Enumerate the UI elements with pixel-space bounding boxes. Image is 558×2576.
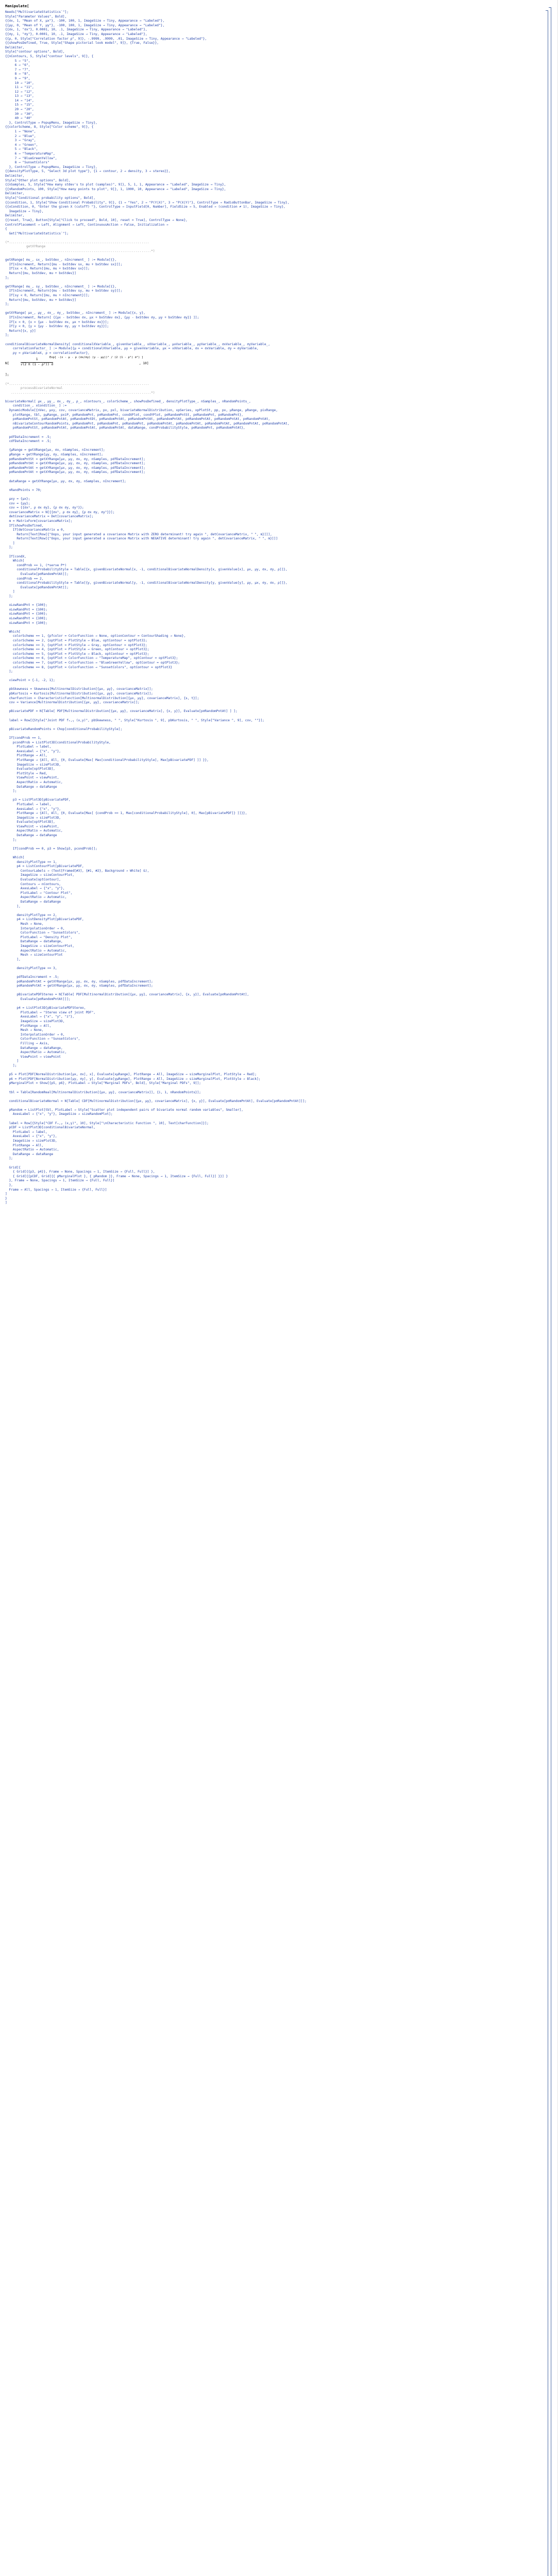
code-line <box>5 484 538 488</box>
code-line <box>5 1095 538 1099</box>
code-line: {{xCondition, 0, "Enter the given X (cutoff) "}, ControlType → InputField[0, Number], FieldSize → 5, Enabled → (condition ≠ 1), ImageSize → Tiny}, <box>5 205 285 209</box>
code-line: 15 → "15", <box>5 103 34 107</box>
code-line: PlotLabel → "Contour Plot", <box>5 891 73 895</box>
code-line: Which[ <box>5 559 25 563</box>
code-line <box>5 338 538 343</box>
code-line: pbSkewness = Skewness[MultinormalDistribution[{μx, μy}, covarianceMatrix]]; <box>5 687 153 691</box>
code-line: Evaluate[optContour], <box>5 878 61 882</box>
code-line: Evaluate[optPlot3D], <box>5 767 55 771</box>
code-line: If[condProb == 1, <box>5 736 42 740</box>
code-line <box>5 599 538 604</box>
code-line <box>5 794 538 799</box>
code-line: {{colorScheme, 8, Style["Color scheme", 9]}, { <box>5 125 94 129</box>
code-line: xLowRandPnt = {100}; <box>5 616 47 620</box>
code-line: ] <box>5 541 15 545</box>
code-line: nBivariateContourRandomPoints, pσRandomPnt, pσRandomPnt, pσRandomPnt, pσRandomPntAt, pσRandomPntAt, pσRandomPntAt, pσRandomPntAt, pσRandomPntAt, <box>5 421 290 426</box>
code-line: 9 → "9", <box>5 76 30 80</box>
code-line: condProb == 1, (*serve P*) <box>5 563 67 567</box>
code-line: AxesLabel → {"x", "y"}, <box>5 1134 57 1139</box>
code-line: p3 = ListPlot3D[pBivariatePDF, <box>5 798 71 802</box>
code-line: ImageSize → Tiny}, <box>5 209 44 213</box>
formula-numerator: 1 <box>21 358 53 363</box>
code-line: xLowRandPnt = {100}; <box>5 607 47 612</box>
code-line: 7 → "7", <box>5 67 30 72</box>
code-line: getXYRange[ μx_, μy_, σx_, σy_, bxStdev_, nIncrement_ ] := Module[{x, y}, <box>5 311 145 315</box>
code-line: ] <box>5 1192 7 1196</box>
code-line: AxesLabel → {"x", "y"}, <box>5 807 61 811</box>
manipulate-controls-block <box>5 10 538 236</box>
code-line: pbKurtosis = Kurtosis[MultinormalDistribution[{μx, μy}, covarianceMatrix]]; <box>5 692 153 696</box>
code-line: { Grid[{{p3, p4}}, Frame → None, Spacings → 1, ItemSize → {Full, Full}] }, <box>5 1170 155 1174</box>
code-line: PlotLabel → label, <box>5 802 52 806</box>
code-line <box>5 625 538 630</box>
code-line: Delimiter, <box>5 192 25 196</box>
code-line: 12 → "12", <box>5 90 34 94</box>
code-line <box>5 1161 538 1166</box>
code-line: 20 → "20", <box>5 108 34 112</box>
code-line: covarianceMatrix = N[{{σx², ρ σx σy}, {ρ σx σy, σy²}}]; <box>5 510 115 514</box>
code-line <box>5 683 538 688</box>
code-line: .........................................................................*) <box>5 391 155 395</box>
code-line: Style["contour options", Bold], <box>5 50 65 54</box>
code-line: 1 → "None", <box>5 130 36 134</box>
code-line: ], <box>5 904 21 908</box>
code-line: colorScheme == 1, {pfcolor = ColorFunction → None, optionContour = ContourShading → None}, <box>5 634 186 638</box>
code-line: densityPlotType == 2, <box>5 913 57 917</box>
code-line: pσRandomPntAt = getXYRange[μx, μy, σx, σy, nSamples, pdfDataIncrement]; <box>5 462 145 466</box>
code-line: p4 = ListDensityPlot[pBivariatePDF, <box>5 918 84 922</box>
code-line <box>5 842 538 847</box>
code-line: If[detCovarianceMatrix ≤ 0, <box>5 528 65 532</box>
code-line: label = Row[{Style["Joint PDF fₓ,ᵧ (x,y)", pbSkewness, " ", Style["Kurtosis ", 9], pbKurtosis, " ", Style["Variance ", 9], cov, ""}]; <box>5 718 264 722</box>
code-line: PlotRange → All, <box>5 1024 52 1028</box>
code-line: }, ControlType → PopupMenu, ImageSize → Tiny}, <box>5 121 97 125</box>
code-line: ImageSize → sizePlot3D, <box>5 1020 65 1023</box>
code-line: PlotLabel → "Density Plot", <box>5 935 73 939</box>
code-line: Evaluate[pσRandomPntAt]]; <box>5 585 69 589</box>
code-line: Return[Text[Row[{"Oops, your input generated a covariance Matrix with ZERO determinant! try again ", detCovarianceMatrix, " ", m}]]], <box>5 532 272 536</box>
code-line: ]; <box>5 789 17 793</box>
code-line: {{reset, True}, Button[Style["Click to proceed", Bold, 10], reset = True], ControlType → None}, <box>5 218 188 222</box>
section-comment-process <box>5 382 538 396</box>
code-line: Contours → nContours, <box>5 882 61 886</box>
code-line: pσRandomPntAt = getXYRange[μx, μy, σx, σy, nSamples, pdfDataIncrement]; <box>5 979 153 984</box>
code-line: Style["Parameter Values", Bold], <box>5 14 67 19</box>
code-line: ], <box>5 957 21 961</box>
code-line: ]; <box>5 333 9 337</box>
formula-fraction <box>21 358 53 367</box>
code-line <box>5 705 538 710</box>
code-line: ColorFunction → "SunsetColors", <box>5 1037 80 1041</box>
code-line <box>5 280 538 285</box>
code-line: If[condX, <box>5 554 26 558</box>
code-line: charFunction = CharacteristicFunction[MultinormalDistribution[{μx, μy}, covarianceMatrix], {s, t}]; <box>5 696 199 700</box>
code-line: Delimiter, <box>5 45 25 49</box>
code-line: viewPoint = {-1, -2, 1}; <box>5 679 55 683</box>
code-line: ImageSize → sizePlot3D, <box>5 1139 57 1143</box>
code-line: If[y < 0, {y = {μy - bxStdev σy, μy + bxStdev σy}}]; <box>5 325 109 329</box>
code-line: detCovarianceMatrix = Det[covarianceMatrix]; <box>5 515 94 519</box>
code-line: AspectRatio → Automatic, <box>5 1050 67 1055</box>
code-line: {{ρ, 0, Style["Correlation factor ρ", 9]}, -.9999, .9999, .01, ImageSize → Tiny, Appearance → "Labeled"}, <box>5 37 207 41</box>
code-line <box>5 971 538 975</box>
code-line: PlotLabel → "Stereo view of joint PDF", <box>5 1010 96 1014</box>
code-line: Delimiter, <box>5 174 25 178</box>
code-line: pRandom = ListPlot[tbl, PlotLabel → Style["Scatter plot independent pairs of bivariate normal random variables", Smaller], <box>5 1108 243 1112</box>
code-line: PlotStyle → Red, <box>5 771 47 775</box>
code-line: Return[{x, y}] <box>5 329 36 333</box>
code-line: Evaluate[pσRandomPntAt]]]; <box>5 997 71 1002</box>
code-line: ImageSize → sizePlot3D, <box>5 762 61 767</box>
code-line: If[sx < 0, Return[{mu, mu + bxStdev sx}]]; <box>5 267 90 271</box>
code-line: 40 → "40" <box>5 116 32 121</box>
code-line: Which[ <box>5 630 21 634</box>
code-line: If[nIncrement, Return[{mu - bxStdev sy, mu + bxStdev sy}]]; <box>5 289 123 293</box>
code-line: p4 = ListContourPlot[pBivariatePDF, <box>5 865 84 869</box>
code-line: AxesLabel → {"x", "y", "z"}, <box>5 1015 75 1019</box>
code-line: ColorFunction → "SunsetColors", <box>5 931 80 935</box>
code-line: xLowRandPnt = {100}; <box>5 621 47 625</box>
code-line: AspectRatio → Automatic, <box>5 780 63 784</box>
code-line: correlationFactor_ ] := Module[{μ = conditionalXVariable, μy = givenVariable, μx = xXVariable, σx = σxVariable, σy = σyVariable, <box>5 347 259 351</box>
code-line: μxy = {μx}; <box>5 497 30 501</box>
code-line: 6 → "6", <box>5 63 30 67</box>
code-line: 10 → "10", <box>5 81 34 85</box>
code-line: p4 = ListPlot3D[pBivariatePDFStereo, <box>5 1006 86 1010</box>
code-line: {{nSamples, 5, Style["How many stdev's to plot (samples)", 9]}, 5, 1, 1, Appearance → "Labeled", ImageSize → Tiny}, <box>5 183 226 187</box>
code-line: {{condition, 1, Style["Show Conditional Probability", 9]}, {1 → "Yes", 2 → "P(Y|X)", 3 → "P(X|Y)"}, ControlType → RadioButtonBar, ImageSize → Tiny}, <box>5 200 290 205</box>
code-line: AxesLabel → {"x", "y"}, ImageSize → sizeRandomPlot]; <box>5 1112 113 1116</box>
code-line: ]; <box>5 595 13 598</box>
code-line: .........................................................................*) <box>5 249 155 253</box>
code-line: dataRange = getXYRange[μx, μy, σx, σy, nSamples, nIncrement]; <box>5 479 126 483</box>
code-line: ] <box>5 590 15 594</box>
code-line: pσRandomPntSt, pσRandomPntAt, pσRandomPntDt, pσRandomPntAt, pσRandomPntAt, pσRandomPntAt, pσRandomPntAt, pσRandomPntAt, pσRandomPntAt, <box>5 417 270 421</box>
range-functions-block <box>5 258 538 355</box>
code-line: DataRange → dataRange <box>5 834 57 838</box>
code-line: { Grid[{{pCDF, Grid[{{ pMarginalPlot }, { pRandom }}, Frame → None, Spacings → 1, ItemSize → {Full, Full}] }}] } <box>5 1174 228 1178</box>
code-line: pσRandomPntAt = getXYRange[μx, μy, σx, σy, nSamples, pdfDataIncrement]; <box>5 466 145 470</box>
code-line: Evaluate[optPlot3D], <box>5 820 55 824</box>
code-line: 2 → "Blue", <box>5 134 36 138</box>
code-line: tbl = Table[RandomReal[MultinormalDistribution[{μx, μy}, covarianceMatrix]], {i, 1, nRandomPoints}]; <box>5 1090 201 1094</box>
formula-close: ]; <box>5 373 9 377</box>
code-line: ]; <box>5 276 9 280</box>
code-line: 5 → "5", <box>5 59 30 63</box>
code-line: xLowRandPnt = {100}; <box>5 612 47 616</box>
code-line: (*......................................................................... <box>5 382 149 386</box>
code-line: If[condProb == 0, p3 = Show[p3, pcondProb]]; <box>5 846 97 851</box>
code-line: getYRange[ mu_, sy_, bxStdev_, nIncrement_ ] := Module[{}, <box>5 284 117 289</box>
code-line: If[showPosDefined, <box>5 523 44 528</box>
code-line: cov = {{σx², ρ σx σy}, {ρ σx σy, σy²}}; <box>5 506 84 510</box>
code-line: PlotRange → All, <box>5 1143 44 1147</box>
code-line: ]; <box>5 838 17 842</box>
code-line <box>5 1069 538 1073</box>
code-line: pcondProb = ListPlot3D[conditionalProbabilityStyle, <box>5 740 111 744</box>
code-line <box>5 1086 538 1091</box>
code-line: DataRange → dataRange, <box>5 940 63 944</box>
code-line: pdfDataIncrement = .5; <box>5 975 59 979</box>
code-line: ImageSize → sizePlot3D, <box>5 816 61 820</box>
code-line: conditionalProbabilityStyle = Table[{x, givenBivariateNormal[x, -1, conditionalBivariateNormalDensity[x, givenValue[x], μx, μy, σx, σy, ρ]]}, <box>5 568 288 572</box>
code-line: { <box>5 227 7 231</box>
code-line: processBivariateNormal <box>5 386 63 391</box>
code-line <box>5 909 538 913</box>
code-line: AspectRatio → Automatic, <box>5 829 63 833</box>
code-line: Evaluate[pσRandomPntAt]]; <box>5 572 69 577</box>
code-line: 8 → "SunsetColors" <box>5 161 49 165</box>
code-line: DataRange → dataRange, <box>5 1046 63 1050</box>
code-line <box>5 714 538 719</box>
code-line: xLowRandPnt = {100}; <box>5 603 47 607</box>
cell-bracket[interactable] <box>546 10 548 2576</box>
code-line: Mesh → None, <box>5 922 44 926</box>
code-line: ImageSize → sizeContourPlot, <box>5 944 75 948</box>
code-line: {{densityPlotType, 5, "Select 3d plot type"}, {1 → contour, 2 → density, 3 → stereo}}, <box>5 170 171 174</box>
code-line: ]; <box>5 302 9 307</box>
code-line: densityPlotType == 3, <box>5 966 57 970</box>
code-line: {{nRandomPoints, 100, Style["How many points to plot", 9]}, 1, 1000, 10, Appearance → "Labeled", ImageSize → Tiny}, <box>5 187 226 191</box>
code-line: PlotRange → {All, All, {0, Evaluate[Max[ {condProb == 1, Max[conditionalProbabilityStyle], 0], Max[pBivariatePDF]} ]]}}, <box>5 811 247 816</box>
code-line: 11 → "11", <box>5 86 34 90</box>
code-line: Filling → Axis, <box>5 1041 49 1045</box>
bivariate-normal-block <box>5 400 538 1206</box>
code-line <box>5 1117 538 1122</box>
code-line <box>5 493 538 497</box>
code-line: ViewPoint → viewPoint, <box>5 776 59 780</box>
code-line: Needs["MultivariateStatistics`"]; <box>5 10 69 14</box>
code-line: ]; <box>5 1157 13 1161</box>
code-line: DynamicModule[{nVec, μxy, cov, covarianceMatrix, px, pxl, bivariateNormalDistribution, xpSeries, xpPlotSt, pp, px, μRange, μRange, pixRange, <box>5 409 278 413</box>
code-line: ImageSize → sizeContourPlot, <box>5 873 75 877</box>
code-line: label = Row[{Style["CDF Fₓ,ᵧ (x,y)", 10], Style["\nCharacteristic Function ", 10], Text[charFunction]}]; <box>5 1121 209 1125</box>
code-line: 13 → "13", <box>5 94 34 98</box>
code-line: pMarginalPlot = Show[{p5, p6}, PlotLabel → Style["Marginal PDFs", Bold], Style["Marginal PDFs", 9]]; <box>5 1081 201 1086</box>
code-line: Style["Conditional probability options", Bold], <box>5 196 96 200</box>
code-line <box>5 550 538 555</box>
code-line: AxesLabel → {"x", "y"}, <box>5 887 65 891</box>
code-line: If[x < 0, {x = {μx - bxStdev σx, μx + bxStdev σx}}]; <box>5 320 109 324</box>
code-line: ] <box>5 1201 7 1205</box>
code-line: DataRange → dataRange <box>5 785 57 789</box>
formula-exponent: Exp[ -(x - μ - ρ (σx/σy) (y - μy))² / (2 (1 - ρ²) σ²) ] <box>49 356 144 360</box>
code-line: Get["MultivariateStatistics`"]; <box>5 231 69 235</box>
code-line: colorScheme == 6, {optPlot = ColorFunction → "TemperatureMap", optContour = optPlot3}; <box>5 656 178 660</box>
code-line: pσRandomPntSt, pσRandomPntAt, pσRandomPntAt, pσRandomPntAt, dataRange, condProbabilityStyle, pσRandomPnt, pσRandomPntAt}, <box>5 426 245 430</box>
conditional-density-formula <box>5 355 538 373</box>
code-line: pσRandomPntAt = getXYRange[μx, μy, σx, σy, nSamples, pdfDataIncrement]; <box>5 984 153 988</box>
code-line: p5 = Plot[PDF[NormalDistribution[μx, σx], x], Evaluate[xμRange], PlotRange → All, ImageSize → sizeMarginalPlot, PlotStyle → Red]; <box>5 1073 257 1077</box>
code-cell[interactable] <box>5 10 538 1206</box>
code-line: ViewPoint → viewPoint <box>5 1055 61 1059</box>
code-line: colorScheme == 5, {optPlot = PlotStyle → Black, optContour = optPlot3}; <box>5 652 149 656</box>
code-line: cov = {μy}; <box>5 501 30 505</box>
code-line: Return[{mu, bxStdev, mu + bxStdev}] <box>5 298 76 302</box>
code-line: }, Frame → None, Spacings → 1, ItemSize → {Full, Full}] <box>5 1179 115 1183</box>
code-line: }, ControlType → PopupMenu, ImageSize → Tiny}, <box>5 165 97 169</box>
code-line: pσRandomPntSt = getXYRange[μx, μy, σx, σy, nSamples, pdfDataIncrement]; <box>5 457 145 461</box>
code-line: pCDF = ListPlot3D[conditionalBivariateNormal, <box>5 1126 96 1130</box>
code-line: colorScheme == 7, {optPlot = ColorFunction → "BlueGreenYellow", optContour = optPlot3}; <box>5 660 180 665</box>
code-line <box>5 732 538 736</box>
outer-cell-bracket[interactable] <box>549 7 551 2576</box>
code-line: getXRange[ mu_, sx_, bxStdev_, nIncrement_ ] := Module[{}, <box>5 258 117 262</box>
code-line <box>5 851 538 856</box>
code-line <box>5 723 538 727</box>
code-line: If[nIncrement, Return[ {{μx - bxStdev σx, μx + bxStdev σx}, {μy - bxStdev σy, μy + bxStdev σy}} ]]; <box>5 315 199 319</box>
code-line: getXYRange <box>5 245 46 249</box>
code-line <box>5 674 538 679</box>
code-line: DataRange → dataRange <box>5 1152 54 1156</box>
code-line: pBivariatePDF = N[Table[ PDF[MultinormalDistribution[{μx, μy}, covarianceMatrix], {x, y}], Evaluate[pσRandomPntAt] ] ]; <box>5 709 238 714</box>
code-line: AspectRatio → Automatic, <box>5 948 67 953</box>
code-line: pBivariateRandomPoints = Chop[conditionalProbabilityStyle]; <box>5 727 123 731</box>
code-line: Return[{mu, bxStdev, mu + bxStdev}] <box>5 272 76 276</box>
code-line <box>5 989 538 993</box>
code-line: Delimiter, <box>5 214 25 218</box>
code-line <box>5 444 538 449</box>
code-line: AspectRatio → Automatic, <box>5 1148 59 1152</box>
code-line: }, <box>5 1183 13 1187</box>
code-line: colorScheme == 4, {optPlot = PlotStyle → Green, optContour = optPlot3}; <box>5 648 149 652</box>
code-line: Style["Other plot options", Bold], <box>5 178 71 182</box>
code-line: Mesh → None, <box>5 1028 44 1032</box>
code-line: {μRange = getXRange[μx, σx, nSamples, nIncrement]; <box>5 448 105 452</box>
code-line: 14 → "14", <box>5 98 34 103</box>
code-line: } <box>5 1196 7 1200</box>
code-line: ContourLabels → (Text[Framed[#3], {#1, #2}, Background → White] &), <box>5 869 149 873</box>
code-line: InterpolationOrder → 0, <box>5 1032 65 1037</box>
code-line: pdfDataIncrement = .5; <box>5 435 52 439</box>
code-line: ]; <box>5 1063 17 1067</box>
code-line: ControlPlacement → Left, Alignment → Left, ContinuousAction → False, Initialization → <box>5 223 168 227</box>
code-line <box>5 962 538 967</box>
code-line: 5 → "Black", <box>5 147 38 151</box>
code-line: bivariateNormal[ μx_, μy_, σx_, σy_, ρ_, nContours_, colorScheme_, showPosDefined_, densityPlotType_, nSamples_, nRandomPoints_, <box>5 399 251 403</box>
code-line: pBivariatePDFStereo = N[Table[ PDF[MultinormalDistribution[{μx, μy}, covarianceMatrix], {x, y}], Evaluate[pσRandomPntAt], <box>5 993 249 997</box>
code-line: m = MatrixForm[covarianceMatrix]; <box>5 519 73 523</box>
code-line: AspectRatio → Automatic, <box>5 895 67 900</box>
code-line: ]; <box>5 546 13 550</box>
code-line: condition_, xCondition_ ] := <box>5 404 67 408</box>
code-line: Which[ <box>5 856 25 860</box>
code-line <box>5 431 538 435</box>
code-line <box>5 1002 538 1007</box>
code-line <box>5 475 538 480</box>
formula-rest: , 10] <box>139 362 149 366</box>
code-line: Mesh → sizeContourPlot <box>5 953 63 957</box>
cell-first-line: Manipulate[ <box>5 4 29 8</box>
code-line: pσRandomPntAt = getXYRange[μx, μy, σx, σy, nSamples, pdfDataIncrement]; <box>5 470 145 474</box>
code-line: {{σy, 1, "σy"}, 0.0001, 10, .1, ImageSize → Tiny, Appearance → "Labeled"}, <box>5 32 147 36</box>
section-comment-getxyrange <box>5 241 538 254</box>
code-line: ρy = ρVariableX, ρ = correlationFactor}, <box>5 351 90 355</box>
code-line: μRange = getYRange[μy, σy, nSamples, nIncrement]; <box>5 453 103 456</box>
code-line: PlotRange → {All, All, {0, Evaluate[Max[ Max[conditionalProbabilityStyle], Max[pBivariatePDF] ]] }}, <box>5 758 209 762</box>
code-line: 30 → "30", <box>5 112 34 116</box>
code-line: {{showPosDefined, True, Style["Shape pictorial look model", 9]}, {True, False}}, <box>5 41 159 45</box>
code-line <box>5 1104 538 1108</box>
code-line: colorScheme == 8, {optPlot = ColorFunction → "SunsetColors", optContour = optPlot3} <box>5 665 173 669</box>
code-line: {{nContours, 5, Style["contour levels", 9]}, { <box>5 54 94 58</box>
code-line: p6 = Plot[PDF[NormalDistribution[μy, σy], y], Evaluate[yμRange], PlotRange → All, ImageSize → sizeMarginalPlot, PlotStyle → Black]; <box>5 1077 261 1081</box>
code-line: PlotLabel → label, <box>5 745 52 749</box>
code-line: InterpolationOrder → 0, <box>5 926 65 930</box>
code-line <box>5 307 538 312</box>
code-line: ]; <box>5 670 13 674</box>
code-line: DataRange → dataRange <box>5 900 61 904</box>
code-line: Grid[{ <box>5 1165 21 1170</box>
code-line: densityPlotType == 1, <box>5 860 57 864</box>
formula-denominator: √(2 π (1 - ρ²)) σ <box>21 362 54 366</box>
code-line: plotRange, tbl, pμRange, pxiP, pσRandomPnt, pσRandomPnt, condXPlot, condYPlot, pσRandomPntSt, pσRandomPnt, pσRandomPnt}, <box>5 413 243 417</box>
code-line: AxesLabel → {"x", "y"}, <box>5 749 61 753</box>
code-line: If[sy < 0, Return[{mu, mu + nIncrement}]]; <box>5 294 90 297</box>
code-line: Return[Text[Row[{"Oops, your input generated a covariance Matrix with NEGATIVE determinant! try again ", detCovarianceMatrix, " ", m}]]] <box>5 537 278 541</box>
code-line: 7 → "BlueGreenYellow", <box>5 156 57 160</box>
code-line: condProb == 2, <box>5 577 44 581</box>
formula-left: N[ <box>5 362 9 366</box>
code-line: cdfDataIncrement = .5; <box>5 439 52 444</box>
code-line: nRandPoints = 70; <box>5 488 42 492</box>
code-line: Frame → All, Spacings → 1, ItemSize → {Full, Full}] <box>5 1188 107 1192</box>
code-line: PlotRange → All, <box>5 754 47 758</box>
code-line: 3 → "Gray", <box>5 139 36 143</box>
code-line: (*......................................................................... <box>5 240 149 244</box>
code-line: If[nIncrement, Return[{mu - bxStdev sx, mu + bxStdev sx}]]; <box>5 262 123 266</box>
code-line: PlotLabel → label, <box>5 1130 47 1134</box>
code-line: {{μy, 0, "Mean of Y, μy"}, -100, 100, 1, ImageSize → Tiny, Appearance → "Labeled"}, <box>5 23 165 27</box>
code-line: colorScheme == 2, {optPlot = PlotStyle → Blue, optContour = optPlot3}; <box>5 638 147 642</box>
code-line: conditionalBivariateNormal = N[Table[ CDF[MultinormalDistribution[{μx, μy}, covarianceMatrix], {x, y}], Evaluate[pσRandomPntAt], Evaluate[pσRandomPntAt]]]; <box>5 1099 307 1103</box>
code-line: ] <box>5 1059 19 1063</box>
code-line: 4 → "Green", <box>5 143 38 147</box>
code-line: ViewPoint → viewPoint, <box>5 824 59 828</box>
code-line: cov = Variance[MultinormalDistribution[{μx, μy}, covarianceMatrix]]; <box>5 701 140 705</box>
code-line: conditionalBivariateNormalDensity[ conditionalXVariable_, givenVariable_, xXVariable_, μxVariable_, μyVariable_, σxVariable_, σyVariable_, <box>5 342 270 346</box>
code-line: colorScheme == 3, {optPlot = PlotStyle → Gray, optContour = optPlot3}; <box>5 643 147 647</box>
code-line: 8 → "8", <box>5 72 30 76</box>
code-line: {{σx, 1, "σx"}, 0.0001, 10, .1, ImageSize → Tiny, Appearance → "Labeled"}, <box>5 28 147 32</box>
code-line: {{σx, 1, "Mean of X, μx"}, -100, 100, 1, ImageSize → Tiny, Appearance → "Labeled"}, <box>5 19 165 23</box>
code-line: conditionalProbabilityStyle = Table[{y, givenBivariateNormal[y, -1, conditionalBivariateNormalDensity[y, givenValue[y], μy, μx, σy, σx, ρ]]}, <box>5 581 288 585</box>
code-line: 6 → "TemperatureMap", <box>5 152 55 156</box>
